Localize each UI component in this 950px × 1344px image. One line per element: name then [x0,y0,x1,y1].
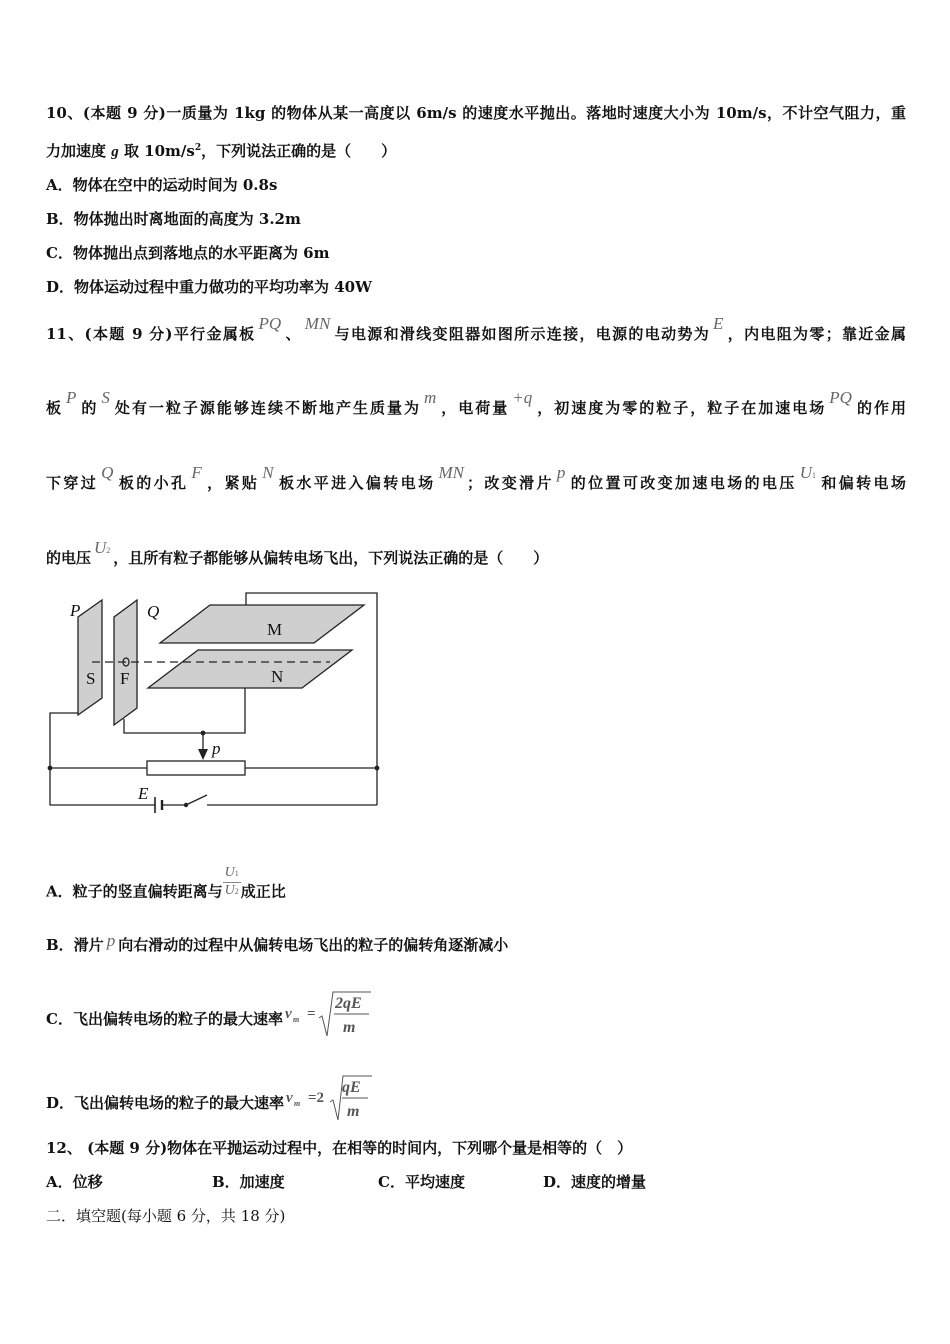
switch-pivot [184,803,188,807]
q11-stem-line2 [46,388,906,418]
q11-text: 与电源和滑线变阻器如图所示连接，电源的电动势为 [333,325,711,343]
q12-stem: 12、 (本题 9 分)物体在平抛运动过程中，在相等的时间内，下列哪个量是相等的（ ） [46,1139,633,1157]
q11-option-b-text: 向右滑动的过程中从偏转电场飞出的粒子的偏转角逐渐减小 [118,936,509,954]
q11-option-c [46,994,379,1046]
label-p: P [70,601,81,620]
u1-over-u2-fraction [223,865,241,900]
formula-c-vsub: m [292,1015,300,1024]
q11-u2: U [94,538,107,557]
q11-u1-sub: 1 [812,471,817,480]
q11-symbol: MN [304,314,331,333]
q11-text: 板 [46,399,64,417]
q10-option-d: D．物体运动过程中重力做功的平均功率为 40W [46,278,372,296]
frac-num-sub: 1 [234,869,239,878]
junction-top [201,731,206,736]
q11-symbol: +q [512,388,533,407]
formula-c-v: v [284,1006,292,1022]
q11-symbol: MN [438,463,464,482]
q10-stem-line1: 10、(本题 9 分)一质量为 1kg 的物体从某一高度以 6m/s 的速度水平抛出。落地时速度大小为 10m/s，不计空气阻力，重 [46,104,906,122]
q11-option-a-text: A．粒子的竖直偏转距离与 [46,882,223,901]
q10-sup: 2 [194,143,202,153]
formula-d-v: v [286,1090,293,1106]
label-slider: p [212,739,221,758]
q11-option-d-text: D．飞出偏转电场的粒子的最大速率 [46,1094,285,1112]
label-s: S [86,669,96,688]
q11-symbol [800,463,816,482]
q11-text: 的位置可改变加速电场的电压 [568,474,797,492]
q11-text: ，初速度为零的粒子，粒子在加速电场 [535,399,827,417]
q11-option-c-text: C．飞出偏转电场的粒子的最大速率 [46,1010,283,1028]
formula-d-eq: =2 [308,1090,325,1106]
q12-option-d: D．速度的增量 [543,1173,647,1191]
label-q: Q [147,602,160,621]
q11-text: 11、(本题 9 分)平行金属板 [46,325,256,343]
q11-symbol: Q [101,463,114,482]
q10-stem-text: 取 10m/s [118,142,195,160]
plate-p [78,600,102,715]
junction-right [375,766,380,771]
q11-symbol: E [713,314,724,333]
label-f: F [120,669,130,688]
frac-num: U [224,865,235,880]
q11-text: ，且所有粒子都能够从偏转电场飞出，下列说法正确的是（ ） [113,549,549,567]
junction-left [48,766,53,771]
formula-c-den: m [342,1019,356,1036]
q11-text: ；改变滑片 [466,474,554,492]
q11-symbol: m [423,388,437,407]
q11-u2-sub: 2 [106,546,111,555]
q11-symbol: P [66,388,77,407]
label-n: N [271,667,284,686]
q11-text: 下穿过 [46,474,99,492]
label-m: M [267,620,283,639]
q10-stem-text: ，下列说法正确的是（ ） [201,142,397,160]
q10-stem-line2 [46,140,396,161]
q11-option-b-symbol: p [106,931,116,950]
q11-text: 的电压 [46,549,92,567]
q12-option-a: A．位移 [46,1173,103,1191]
label-e: E [138,784,149,803]
formula-c [283,988,379,1040]
q12-option-b: B．加速度 [212,1173,285,1191]
formula-d-vsub: m [294,1099,301,1108]
q11-text: 板的小孔 [116,474,189,492]
formula-c-eq: = [306,1006,316,1022]
rheostat [147,761,245,775]
plate-m [160,605,364,643]
q11-stem-line1 [46,314,906,344]
q11-stem-line3 [46,463,906,493]
q11-text: 处有一粒子源能够连续不断地产生质量为 [112,399,421,417]
switch-blade [186,795,207,805]
section-heading: 二．填空题(每小题 6 分，共 18 分) [46,1207,286,1225]
q10-option-a: A．物体在空中的运动时间为 0.8s [46,176,278,194]
q11-symbol: F [191,463,202,482]
q10-option-c: C．物体抛出点到落地点的水平距离为 6m [46,244,330,262]
q10-stem-text: 力加速度 [46,142,112,160]
q11-text: 的作用 [854,399,906,417]
q11-text: 和偏转电场 [819,474,906,492]
q11-text: ，紧贴 [204,474,260,492]
q11-option-a-text: 成正比 [240,882,286,901]
q11-text: ，电荷量 [439,399,510,417]
wire-q [124,688,245,733]
frac-den-sub: 2 [234,887,239,896]
formula-d-num: qE [342,1079,361,1096]
q11-option-b-text: B．滑片 [46,936,104,954]
q11-symbol: PQ [258,314,282,333]
q11-option-b [46,931,509,955]
q11-symbol: PQ [829,388,852,407]
circuit-diagram [40,585,390,820]
q10-g-symbol: g [111,144,119,160]
q12-option-c: C．平均速度 [378,1173,465,1191]
slider-arrow [198,749,208,760]
q11-symbol: S [101,388,110,407]
q11-stem-line4 [46,538,549,568]
q11-symbol: p [556,463,566,482]
q11-symbol [94,538,110,557]
formula-d [284,1072,380,1124]
q11-u1: U [799,463,813,482]
q11-option-a [46,865,286,910]
q11-text: 的 [79,399,99,417]
q11-text: 、 [284,325,302,343]
formula-d-den: m [347,1103,360,1120]
frac-den: U [224,883,235,898]
q11-symbol: N [262,463,274,482]
q10-option-b: B．物体抛出时离地面的高度为 3.2m [46,210,301,228]
formula-c-num: 2qE [334,995,362,1012]
q11-option-d [46,1078,380,1130]
q11-text: ，内电阻为零；靠近金属 [726,325,906,343]
q11-text: 板水平进入偏转电场 [276,474,436,492]
plate-n [148,650,352,688]
